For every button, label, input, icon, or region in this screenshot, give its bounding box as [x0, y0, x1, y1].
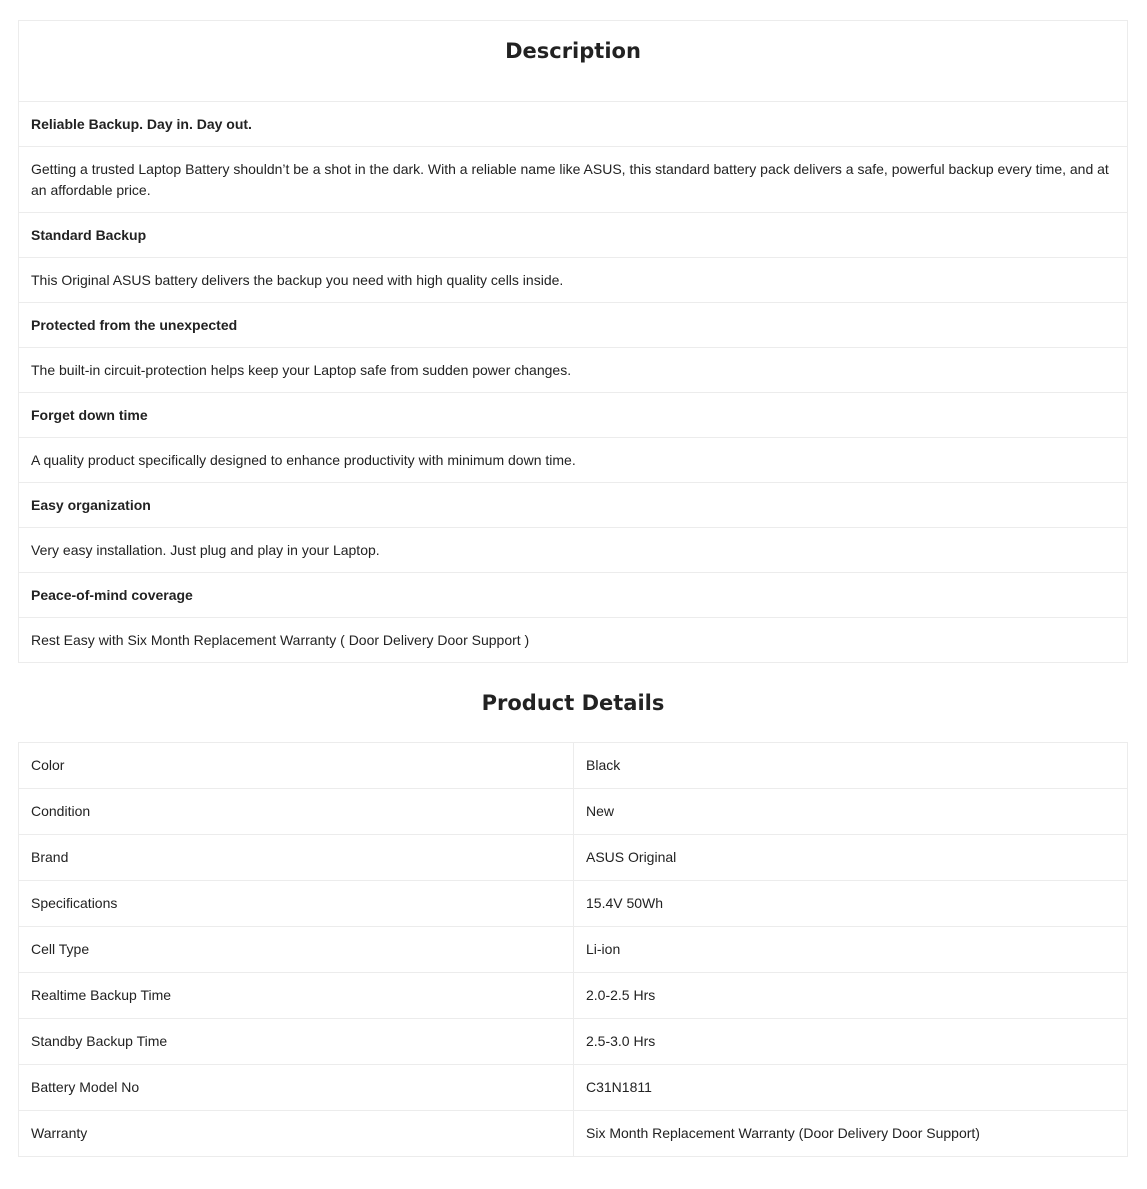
detail-value: Li-ion — [574, 927, 1128, 973]
detail-label: Realtime Backup Time — [19, 973, 574, 1019]
product-details-table — [18, 742, 1128, 1157]
detail-label: Cell Type — [19, 927, 574, 973]
detail-label: Specifications — [19, 881, 574, 927]
description-title: Description — [505, 39, 641, 63]
table-row — [19, 835, 1128, 881]
section-text: Getting a trusted Laptop Battery shouldn’t be a shot in the dark. With a reliable name like ASUS, this standard battery pack delivers a safe, powerful backup every time, and at an affordable price. — [19, 147, 1128, 213]
table-row — [19, 789, 1128, 835]
section-text: This Original ASUS battery delivers the backup you need with high quality cells inside. — [19, 258, 1128, 303]
detail-label: Condition — [19, 789, 574, 835]
detail-value: 2.0-2.5 Hrs — [574, 973, 1128, 1019]
product-details-title: Product Details — [481, 691, 665, 715]
table-row — [19, 743, 1128, 789]
detail-label: Color — [19, 743, 574, 789]
section-heading-row — [19, 573, 1128, 618]
section-heading: Easy organization — [19, 483, 1128, 528]
detail-label: Brand — [19, 835, 574, 881]
table-row — [19, 927, 1128, 973]
section-heading-row — [19, 303, 1128, 348]
description-title-cell — [19, 21, 1128, 102]
section-text-row — [19, 147, 1128, 213]
section-heading-row — [19, 213, 1128, 258]
detail-value: 2.5-3.0 Hrs — [574, 1019, 1128, 1065]
section-heading: Standard Backup — [19, 213, 1128, 258]
section-text: The built-in circuit-protection helps keep your Laptop safe from sudden power changes. — [19, 348, 1128, 393]
section-text-row — [19, 438, 1128, 483]
detail-value: New — [574, 789, 1128, 835]
detail-label: Warranty — [19, 1111, 574, 1157]
section-heading: Reliable Backup. Day in. Day out. — [19, 102, 1128, 147]
section-text: A quality product specifically designed to enhance productivity with minimum down time. — [19, 438, 1128, 483]
section-heading: Forget down time — [19, 393, 1128, 438]
section-text-row — [19, 618, 1128, 663]
section-text-row — [19, 258, 1128, 303]
table-row — [19, 881, 1128, 927]
table-row — [19, 973, 1128, 1019]
section-heading-row — [19, 393, 1128, 438]
section-text-row — [19, 528, 1128, 573]
section-heading: Protected from the unexpected — [19, 303, 1128, 348]
section-text: Very easy installation. Just plug and play in your Laptop. — [19, 528, 1128, 573]
description-title-row — [19, 21, 1128, 102]
section-heading-row — [19, 483, 1128, 528]
detail-value: Six Month Replacement Warranty (Door Delivery Door Support) — [574, 1111, 1128, 1157]
detail-value: ASUS Original — [574, 835, 1128, 881]
section-heading: Peace-of-mind coverage — [19, 573, 1128, 618]
table-row — [19, 1111, 1128, 1157]
detail-label: Standby Backup Time — [19, 1019, 574, 1065]
section-text-row — [19, 348, 1128, 393]
table-row — [19, 1019, 1128, 1065]
detail-value: 15.4V 50Wh — [574, 881, 1128, 927]
page-content — [18, 20, 1128, 1157]
detail-label: Battery Model No — [19, 1065, 574, 1111]
detail-value: Black — [574, 743, 1128, 789]
description-table — [18, 20, 1128, 663]
table-row — [19, 1065, 1128, 1111]
detail-value: C31N1811 — [574, 1065, 1128, 1111]
section-text: Rest Easy with Six Month Replacement Warranty ( Door Delivery Door Support ) — [19, 618, 1128, 663]
section-heading-row — [19, 102, 1128, 147]
